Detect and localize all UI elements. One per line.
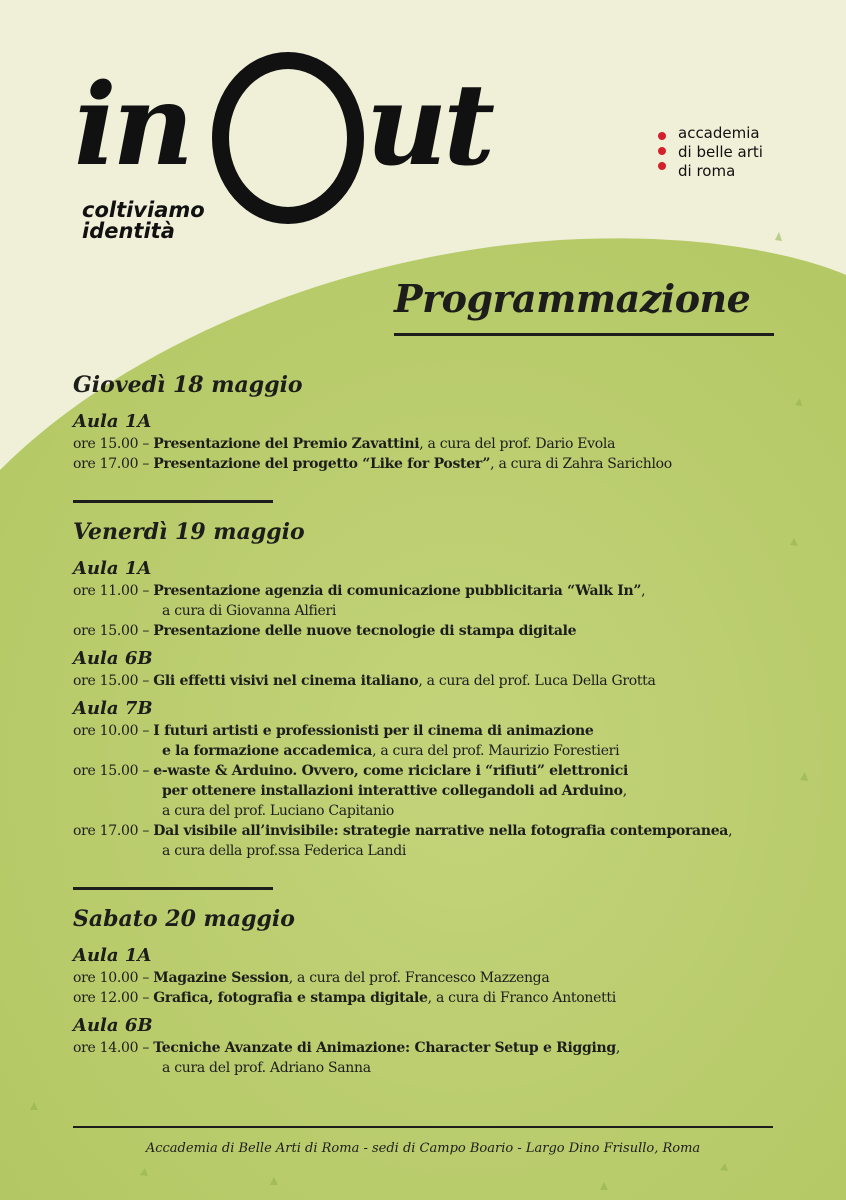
event-title: Presentazione delle nuove tecnologie di stampa digitale <box>153 623 577 639</box>
day-heading: Sabato 20 maggio <box>73 906 295 932</box>
event-credit-cont: , a cura del prof. Maurizio Forestieri <box>372 743 620 759</box>
page-title: Programmazione <box>394 276 751 321</box>
event-credit-cont: , <box>622 783 627 799</box>
event-continuation <box>73 1058 803 1078</box>
event-time: ore 11.00 – <box>73 583 154 599</box>
event-time: ore 15.00 – <box>73 673 154 689</box>
event-time: ore 12.00 – <box>73 990 154 1006</box>
event-line <box>73 581 803 601</box>
room-label: Aula 6B <box>73 648 153 669</box>
event-line <box>73 434 803 454</box>
academy-line2: di belle arti <box>678 143 763 161</box>
event-line <box>73 988 803 1008</box>
program-schedule <box>73 370 803 1084</box>
event-line <box>73 1038 803 1058</box>
logo-word-in: in <box>74 60 190 191</box>
event-credit: , a cura di Franco Antonetti <box>427 990 616 1006</box>
academy-line3: di roma <box>678 162 736 180</box>
event-credit: , <box>615 1040 621 1056</box>
logo-tagline-line1: coltiviamo <box>82 198 205 222</box>
event-time: ore 10.00 – <box>73 723 154 739</box>
academy-dots-icon <box>658 132 666 177</box>
event-title: I futuri artisti e professionisti per il cinema di animazione <box>153 723 594 739</box>
event-credit: , <box>641 583 646 599</box>
event-title-cont: per ottenere installazioni interattive collegandoli ad Arduino <box>162 783 623 799</box>
event-title: Gli effetti visivi nel cinema italiano <box>153 673 419 689</box>
event-line <box>73 761 803 781</box>
event-title: Presentazione del progetto “Like for Poster” <box>153 456 491 472</box>
event-title: e-waste & Arduino. Ovvero, come riciclare i “rifiuti” elettronici <box>153 763 628 779</box>
event-time: ore 17.00 – <box>73 823 154 839</box>
academy-line1: accademia <box>678 124 760 142</box>
logo-tagline-line2: identità <box>82 219 175 243</box>
event-credit: , a cura del prof. Francesco Mazzenga <box>288 970 550 986</box>
logo-tagline <box>82 200 205 242</box>
day-divider <box>73 887 273 890</box>
day-heading: Giovedì 18 maggio <box>73 372 303 398</box>
event-credit-cont: a cura del prof. Luciano Capitanio <box>162 803 395 819</box>
event-continuation <box>73 741 803 761</box>
room-label: Aula 1A <box>73 945 152 966</box>
logo-word-ut: ut <box>366 60 492 191</box>
event-time: ore 14.00 – <box>73 1040 154 1056</box>
room-label: Aula 6B <box>73 1015 153 1036</box>
event-title: Dal visibile all’invisibile: strategie narrative nella fotografia contemporanea <box>153 823 729 839</box>
event-time: ore 15.00 – <box>73 763 154 779</box>
room-label: Aula 7B <box>73 698 153 719</box>
event-credit: , a cura del prof. Luca Della Grotta <box>418 673 656 689</box>
inout-logo <box>74 50 574 260</box>
event-credit-cont: a cura di Giovanna Alfieri <box>162 603 337 619</box>
day-divider <box>73 500 273 503</box>
event-credit: , a cura di Zahra Sarichloo <box>490 456 672 472</box>
event-credit-cont: a cura del prof. Adriano Sanna <box>162 1060 371 1076</box>
room-label: Aula 1A <box>73 411 152 432</box>
event-credit: , a cura del prof. Dario Evola <box>419 436 616 452</box>
event-time: ore 10.00 – <box>73 970 154 986</box>
event-title: Grafica, fotografia e stampa digitale <box>153 990 428 1006</box>
event-time: ore 17.00 – <box>73 456 154 472</box>
event-title: Presentazione agenzia di comunicazione pubblicitaria “Walk In” <box>153 583 642 599</box>
event-credit-cont: a cura della prof.ssa Federica Landi <box>162 843 407 859</box>
event-line <box>73 721 803 741</box>
event-continuation <box>73 801 803 821</box>
event-title: Magazine Session <box>153 970 289 986</box>
event-time: ore 15.00 – <box>73 623 154 639</box>
event-line <box>73 621 803 641</box>
event-title: Presentazione del Premio Zavattini <box>153 436 420 452</box>
event-continuation <box>73 601 803 621</box>
event-line <box>73 454 803 474</box>
event-line <box>73 671 803 691</box>
event-continuation <box>73 841 803 861</box>
event-title: Tecniche Avanzate di Animazione: Character Setup e Rigging <box>153 1040 616 1056</box>
logo-ring-o <box>212 52 364 224</box>
day-heading: Venerdì 19 maggio <box>73 519 305 545</box>
event-continuation <box>73 781 803 801</box>
event-line <box>73 821 803 841</box>
event-line <box>73 968 803 988</box>
event-time: ore 15.00 – <box>73 436 154 452</box>
event-title-cont: e la formazione accademica <box>162 743 373 759</box>
footer-divider <box>73 1126 773 1128</box>
event-credit: , <box>728 823 733 839</box>
footer-address: Accademia di Belle Arti di Roma - sedi di Campo Boario - Largo Dino Frisullo, Roma <box>145 1141 701 1156</box>
room-label: Aula 1A <box>73 558 152 579</box>
title-underline <box>394 333 774 336</box>
